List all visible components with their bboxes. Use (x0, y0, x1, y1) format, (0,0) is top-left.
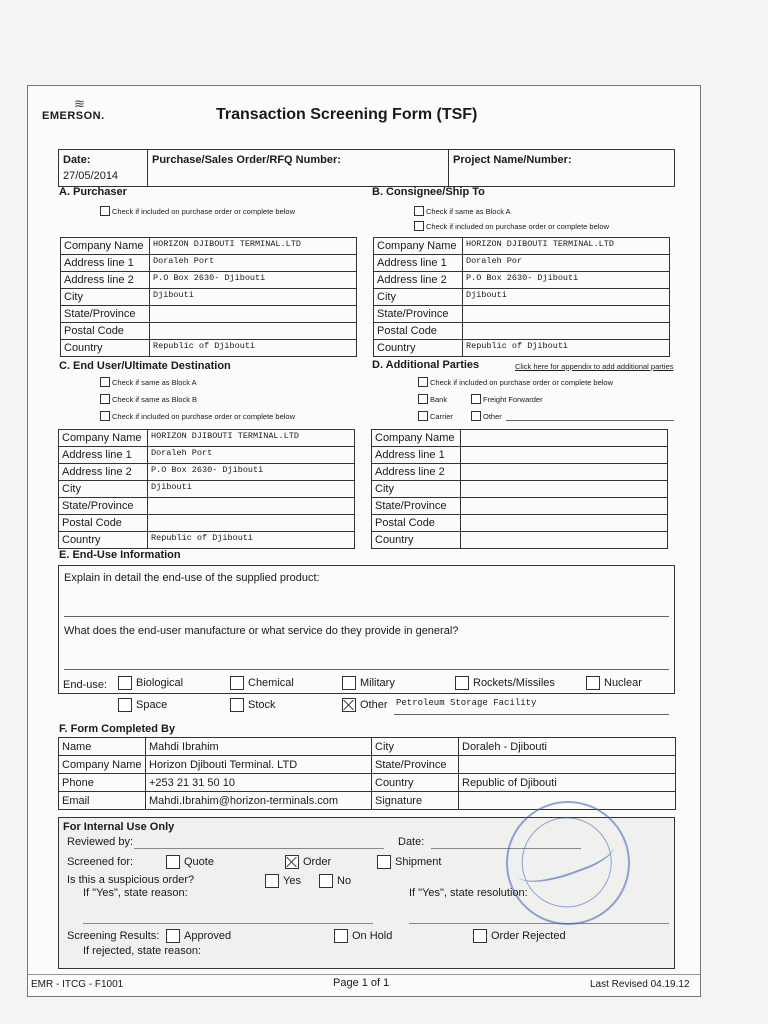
suspicious-question: Is this a suspicious order? (67, 874, 195, 886)
bank-checkbox[interactable]: Bank (418, 394, 447, 404)
checkbox[interactable] (230, 676, 244, 690)
checkbox[interactable] (473, 929, 487, 943)
checkbox[interactable] (166, 855, 180, 869)
freight-forwarder-checkbox[interactable]: Freight Forwarder (471, 394, 543, 404)
consignee-city[interactable]: Djibouti (463, 289, 670, 306)
checkbox[interactable] (377, 855, 391, 869)
internal-use-title: For Internal Use Only (63, 821, 175, 833)
other-use-option[interactable]: Other (342, 698, 388, 712)
emerson-logo-icon: ≋ (74, 96, 85, 111)
checked-checkbox[interactable] (285, 855, 299, 869)
checkbox[interactable] (334, 929, 348, 943)
end-user-activity-line[interactable] (64, 669, 669, 670)
end-use-box (58, 565, 675, 694)
biological-option[interactable]: Biological (118, 676, 183, 690)
section-b-title: B. Consignee/Ship To (372, 186, 485, 198)
checkbox[interactable] (586, 676, 600, 690)
order-rejected-option[interactable]: Order Rejected (473, 929, 566, 943)
reason-line[interactable] (83, 923, 373, 924)
carrier-checkbox[interactable]: Carrier (418, 411, 453, 421)
checkbox[interactable] (418, 411, 428, 421)
checkbox[interactable] (414, 206, 424, 216)
purchaser-country[interactable]: Republic of Djibouti (150, 340, 357, 357)
checkbox[interactable] (455, 676, 469, 690)
enduser-postal[interactable] (148, 515, 355, 532)
party-company[interactable] (461, 430, 668, 447)
checkbox[interactable] (471, 394, 481, 404)
checkbox[interactable] (265, 874, 279, 888)
section-c-check-included[interactable]: Check if included on purchase order or complete below (100, 411, 295, 421)
project-label: Project Name/Number: (453, 154, 572, 166)
enduser-country[interactable]: Republic of Djibouti (148, 532, 355, 549)
completed-by-phone[interactable]: +253 21 31 50 10 (146, 774, 372, 792)
party-state[interactable] (461, 498, 668, 515)
completed-by-state[interactable] (459, 756, 676, 774)
po-number-label: Purchase/Sales Order/RFQ Number: (152, 154, 341, 166)
section-c-check-same-a[interactable]: Check if same as Block A (100, 377, 197, 387)
po-number-cell[interactable] (148, 150, 449, 186)
party-addr1[interactable] (461, 447, 668, 464)
other-use-value[interactable]: Petroleum Storage Facility (396, 698, 537, 708)
purchaser-state[interactable] (150, 306, 357, 323)
section-a-title: A. Purchaser (59, 186, 127, 198)
consignee-state[interactable] (463, 306, 670, 323)
space-option[interactable]: Space (118, 698, 167, 712)
checkbox[interactable] (319, 874, 333, 888)
page-number: Page 1 of 1 (333, 977, 390, 989)
enduser-addr1[interactable]: Doraleh Port (148, 447, 355, 464)
section-b-check-same-a[interactable]: Check if same as Block A (414, 206, 511, 216)
reviewed-by-label: Reviewed by: (67, 836, 134, 848)
appendix-link[interactable]: Click here for appendix to add additional parties (515, 362, 674, 371)
enduser-city[interactable]: Djibouti (148, 481, 355, 498)
checkbox[interactable] (418, 394, 428, 404)
reviewed-by-line[interactable] (134, 848, 384, 849)
if-yes-reason-label: If "Yes", state reason: (83, 887, 188, 899)
purchaser-postal[interactable] (150, 323, 357, 340)
review-date-label: Date: (398, 836, 425, 848)
rockets-missiles-option[interactable]: Rockets/Missiles (455, 676, 555, 690)
enduser-company[interactable]: HORIZON DJIBOUTI TERMINAL.LTD (148, 430, 355, 447)
additional-parties-table: Company Name Address line 1 Address line 2 City State/Province Postal Code Country (371, 429, 668, 549)
consignee-addr1[interactable]: Doraleh Por (463, 255, 670, 272)
checkbox[interactable] (118, 698, 132, 712)
end-user-activity-question: What does the end-user manufacture or what service do they provide in general? (64, 625, 459, 637)
end-use-label: End-use: (63, 679, 108, 691)
checkbox[interactable] (166, 929, 180, 943)
checkbox[interactable] (100, 377, 110, 387)
emerson-logo-text: EMERSON. (42, 110, 105, 122)
completed-by-table: Name Mahdi Ibrahim City Doraleh - Djibouti Company Name Horizon Djibouti Terminal. LTD State/Province Phone +253 21 31 50 10 Country Republic of Djibouti Email Mahdi.Ibrahim@horizon-terminals.com Signature (58, 737, 676, 810)
on-hold-option[interactable]: On Hold (334, 929, 392, 943)
party-city[interactable] (461, 481, 668, 498)
enduser-state[interactable] (148, 498, 355, 515)
end-user-table: Company Name HORIZON DJIBOUTI TERMINAL.LTD Address line 1 Doraleh Port Address line 2 P.O Box 2630- Djibouti City Djibouti State/Province Postal Code Country Republic of Djibouti (58, 429, 355, 549)
footer-divider (28, 974, 700, 975)
other-party-line[interactable] (506, 420, 674, 421)
approved-option[interactable]: Approved (166, 929, 231, 943)
completed-by-country[interactable]: Republic of Djibouti (459, 774, 676, 792)
checkbox[interactable] (342, 676, 356, 690)
form-title: Transaction Screening Form (TSF) (216, 106, 478, 123)
checkbox[interactable] (118, 676, 132, 690)
checkbox[interactable] (100, 411, 110, 421)
other-use-line (394, 714, 669, 715)
checkbox[interactable] (414, 221, 424, 231)
date-cell[interactable] (59, 150, 148, 186)
party-postal[interactable] (461, 515, 668, 532)
purchaser-addr1[interactable]: Doraleh Port (150, 255, 357, 272)
suspicious-yes[interactable]: Yes (265, 874, 301, 888)
section-d-check-included[interactable]: Check if included on purchase order or complete below (418, 377, 613, 387)
form-code: EMR - ITCG - F1001 (31, 979, 124, 990)
section-b-check-included[interactable]: Check if included on purchase order or complete below (414, 221, 609, 231)
purchaser-addr2[interactable]: P.O Box 2630- Djibouti (150, 272, 357, 289)
if-rejected-label: If rejected, state reason: (83, 945, 202, 957)
stock-option[interactable]: Stock (230, 698, 276, 712)
if-yes-resolution-label: If "Yes", state resolution: (409, 887, 528, 899)
section-e-title: E. End-Use Information (59, 549, 181, 561)
checkbox[interactable] (230, 698, 244, 712)
completed-by-company[interactable]: Horizon Djibouti Terminal. LTD (146, 756, 372, 774)
purchaser-table: Company Name HORIZON DJIBOUTI TERMINAL.LTD Address line 1 Doraleh Port Address line 2 P.O Box 2630- Djibouti City Djibouti State/Province Postal Code Country Republic of Djibouti (60, 237, 357, 357)
consignee-postal[interactable] (463, 323, 670, 340)
order-option[interactable]: Order (285, 855, 331, 869)
resolution-line[interactable] (409, 923, 669, 924)
checkbox[interactable] (100, 394, 110, 404)
consignee-company[interactable]: HORIZON DJIBOUTI TERMINAL.LTD (463, 238, 670, 255)
end-use-answer-line[interactable] (64, 616, 669, 617)
checked-checkbox[interactable] (342, 698, 356, 712)
shipment-option[interactable]: Shipment (377, 855, 441, 869)
consignee-country[interactable]: Republic of Djibouti (463, 340, 670, 357)
military-option[interactable]: Military (342, 676, 395, 690)
completed-by-email[interactable]: Mahdi.Ibrahim@horizon-terminals.com (146, 792, 372, 810)
section-f-title: F. Form Completed By (59, 723, 176, 735)
section-c-title: C. End User/Ultimate Destination (59, 360, 231, 372)
purchaser-city[interactable]: Djibouti (150, 289, 357, 306)
section-d-title: D. Additional Parties (372, 359, 480, 371)
section-a-check-included[interactable]: Check if included on purchase order or complete below (100, 206, 295, 216)
checkbox[interactable] (100, 206, 110, 216)
screened-for-label: Screened for: (67, 856, 134, 868)
other-party-checkbox[interactable]: Other (471, 411, 502, 421)
party-country[interactable] (461, 532, 668, 549)
purchaser-company[interactable]: HORIZON DJIBOUTI TERMINAL.LTD (150, 238, 357, 255)
header-row (58, 149, 675, 187)
completed-by-name[interactable]: Mahdi Ibrahim (146, 738, 372, 756)
consignee-table: Company Name HORIZON DJIBOUTI TERMINAL.LTD Address line 1 Doraleh Por Address line 2 P.O Box 2630- Djibouti City Djibouti State/Province Postal Code Country Republic of Djibouti (373, 237, 670, 357)
suspicious-no[interactable]: No (319, 874, 351, 888)
date-label: Date: (63, 154, 91, 166)
transaction-screening-form (27, 85, 701, 997)
checkbox[interactable] (471, 411, 481, 421)
checkbox[interactable] (418, 377, 428, 387)
chemical-option[interactable]: Chemical (230, 676, 294, 690)
screening-results-label: Screening Results: (67, 930, 160, 942)
completed-by-city[interactable]: Doraleh - Djibouti (459, 738, 676, 756)
nuclear-option[interactable]: Nuclear (586, 676, 642, 690)
section-c-check-same-b[interactable]: Check if same as Block B (100, 394, 197, 404)
end-use-question: Explain in detail the end-use of the supplied product: (64, 572, 320, 584)
last-revised: Last Revised 04.19.12 (590, 979, 690, 990)
quote-option[interactable]: Quote (166, 855, 214, 869)
date-value: 27/05/2014 (63, 170, 119, 182)
enduser-addr2[interactable]: P.O Box 2630- Djibouti (148, 464, 355, 481)
party-addr2[interactable] (461, 464, 668, 481)
project-cell[interactable] (449, 150, 674, 186)
consignee-addr2[interactable]: P.O Box 2630- Djibouti (463, 272, 670, 289)
